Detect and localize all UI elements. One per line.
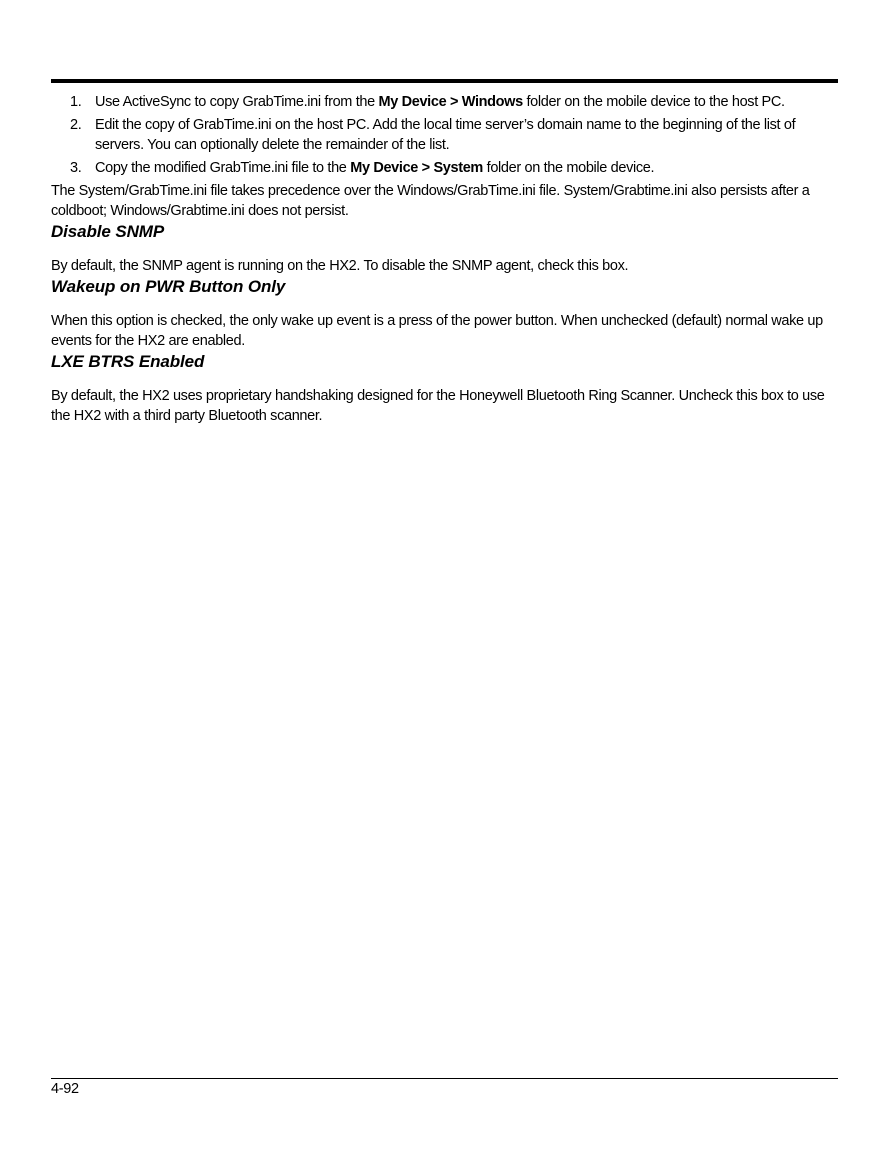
section-text-wakeup-pwr: When this option is checked, the only wake up event is a press of the power button. When unchecked (default) normal wake up events for the HX2 are enabled.: [51, 313, 823, 349]
grabtime-note: The System/GrabTime.ini file takes precedence over the Windows/GrabTime.ini file. System/Grabtime.ini also persists after a coldboot; Windows/Grabtime.ini does not persist.: [51, 183, 810, 219]
step-text: folder on the mobile device.: [482, 160, 655, 176]
list-item: [51, 92, 838, 112]
list-item: [51, 115, 838, 155]
section-heading-wakeup-pwr: Wakeup on PWR Button Only: [51, 277, 286, 296]
page-body: [51, 92, 838, 426]
section-text-lxe-btrs: By default, the HX2 uses proprietary handshaking designed for the Honeywell Bluetooth Ring Scanner. Uncheck this box to use the HX2 with a third party Bluetooth scanner.: [51, 388, 825, 424]
step-text: Copy the modified GrabTime.ini file to the: [95, 160, 351, 176]
step-text: Use ActiveSync to copy GrabTime.ini from the: [95, 94, 379, 110]
step-text: Edit the copy of GrabTime.ini on the host PC. Add the local time server’s domain name to the beginning of the list of servers. You can optionally delete the remainder of the list.: [95, 117, 796, 153]
step-number: 3.: [70, 160, 82, 176]
section-heading-disable-snmp: Disable SNMP: [51, 222, 165, 241]
step-path: My Device > Windows: [378, 94, 523, 110]
section-heading-lxe-btrs: LXE BTRS Enabled: [51, 352, 205, 371]
page-number: 4-92: [51, 1081, 79, 1097]
step-number: 1.: [70, 94, 82, 110]
step-path: My Device > System: [350, 160, 483, 176]
header-rule: [51, 79, 838, 83]
step-text: folder on the mobile device to the host PC.: [522, 94, 785, 110]
step-number: 2.: [70, 117, 82, 133]
list-item: [51, 158, 838, 178]
section-text-disable-snmp: By default, the SNMP agent is running on the HX2. To disable the SNMP agent, check this box.: [51, 258, 629, 274]
steps-list: [51, 92, 838, 178]
footer-rule: [51, 1078, 838, 1079]
